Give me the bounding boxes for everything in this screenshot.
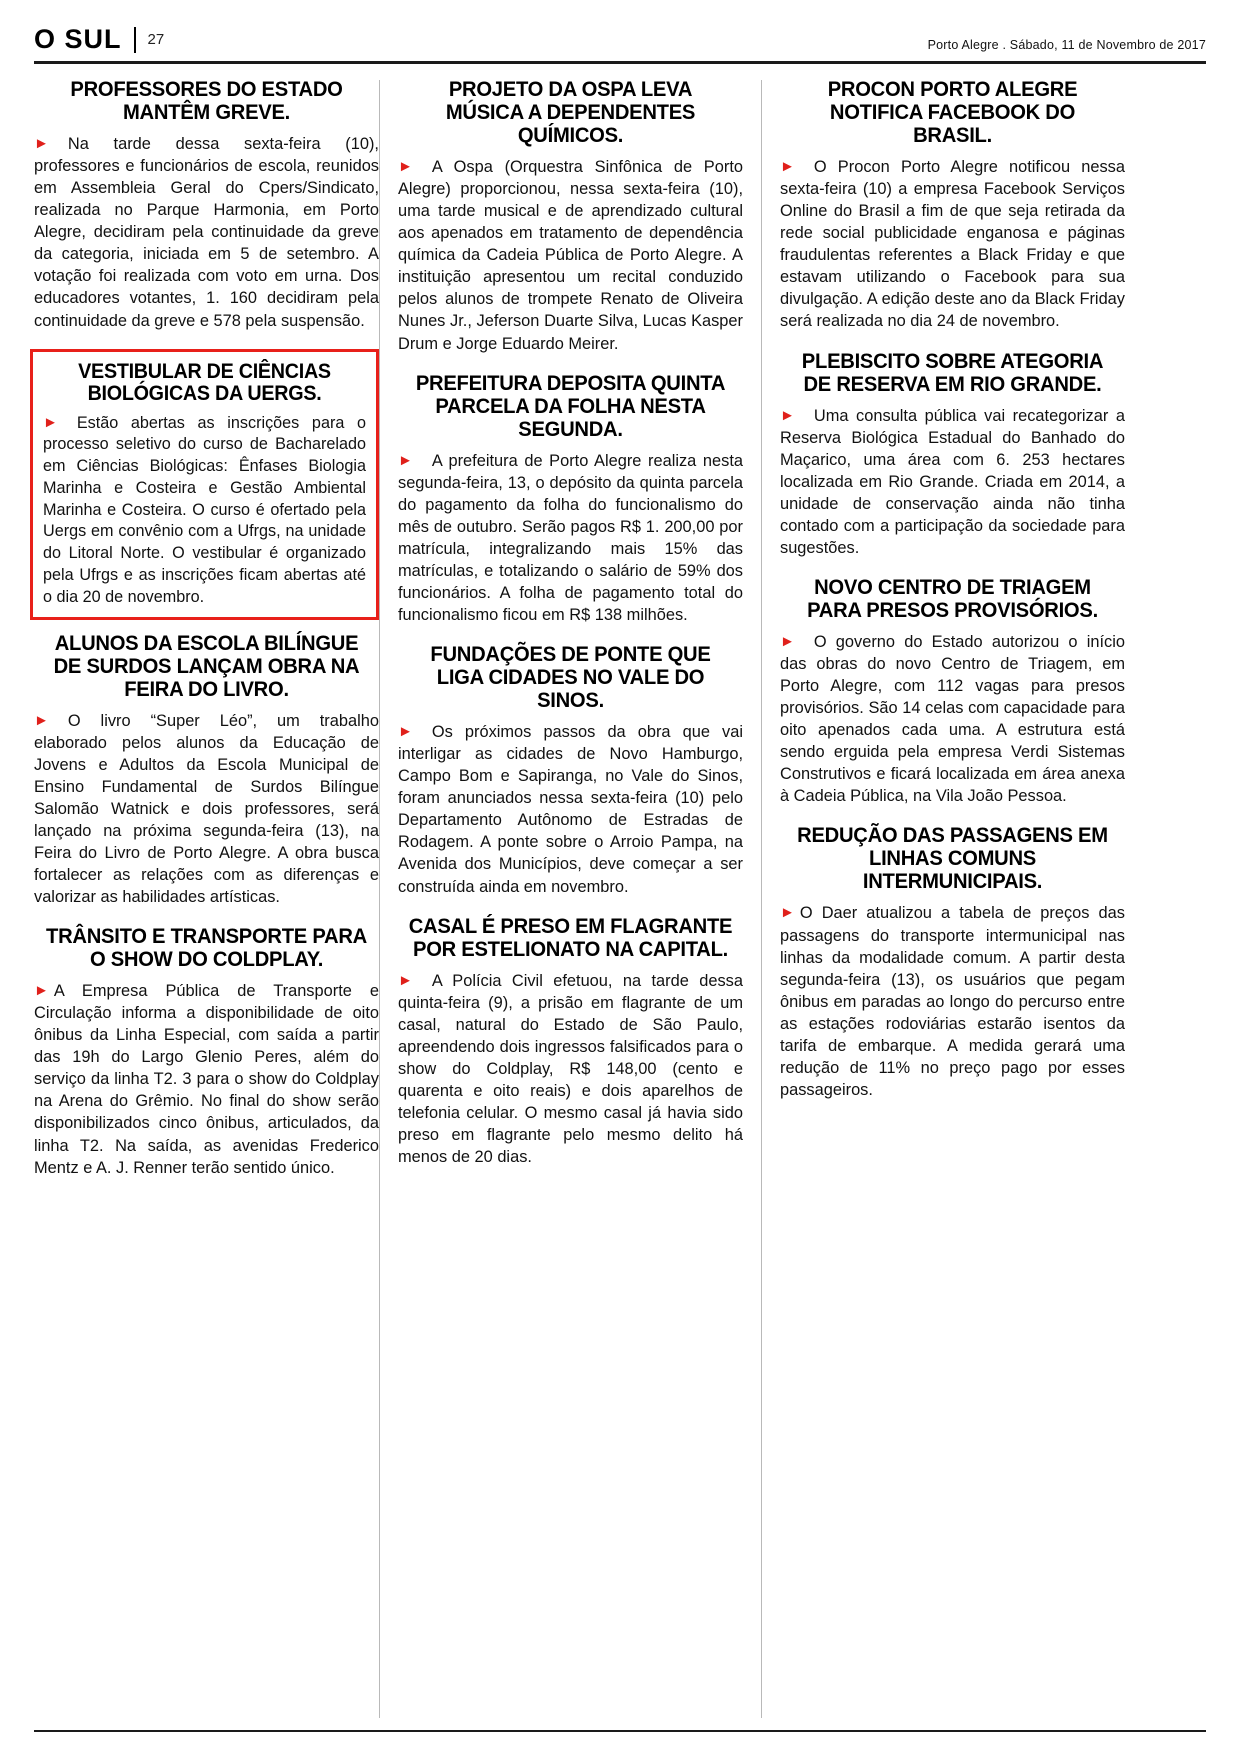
article-body [34,133,379,332]
article-headline: FUNDAÇÕES DE PONTE QUE LIGA CIDADES NO VALE DO SINOS. [430,642,711,713]
bullet-icon: ► [780,158,795,175]
article-text: O Daer atualizou a tabela de preços das passagens do transporte intermunicipal nas linhas da modalidade comum. A partir desta segunda-feira (13), os usuários que pegam ônibus em paradas ao longo do percurso entre as estações rodoviárias estarão isentos da tarifa de embarque. A medida gerará uma redução de 11% no preço pago por esses passageiros. [780,904,1125,1099]
article-headline: PREFEITURA DEPOSITA QUINTA PARCELA DA FOLHA NESTA SEGUNDA. [415,370,726,441]
article-headline: TRÂNSITO E TRANSPORTE PARA O SHOW DO COLDPLAY. [46,924,367,972]
article-text: Os próximos passos da obra que vai interligar as cidades de Novo Hamburgo, Campo Bom e Sapiranga, no Vale do Sinos, foram anunciados nessa sexta-feira (10) pelo Departamento Autônomo de Estradas de Rodagem. A ponte sobre o Arroio Pampa, na Avenida dos Municípios, deve começar a ser construída ainda em novembro. [398,723,743,896]
article-headline: PLEBISCITO SOBRE ATEGORIA DE RESERVA EM RIO GRANDE. [801,348,1104,396]
article-headline: REDUÇÃO DAS PASSAGENS EM LINHAS COMUNS INTERMUNICIPAIS. [797,823,1108,894]
bullet-icon: ► [780,406,795,424]
masthead-divider [134,27,136,53]
article-headline: CASAL É PRESO EM FLAGRANTE POR ESTELIONATO NA CAPITAL. [408,913,733,961]
bullet-icon: ► [398,971,413,989]
article [34,632,379,909]
bullet-icon: ► [398,723,413,741]
column-1 [34,78,379,1718]
article-body [780,631,1125,808]
page-number: 27 [147,31,165,48]
bullet-icon: ► [34,711,49,729]
bullet-icon: ► [43,413,58,431]
article-text: A Polícia Civil efetuou, na tarde dessa quinta-feira (9), a prisão em flagrante de um casal, natural do Estado de São Paulo, apreendendo dois ingressos falsificados para o show do Coldplay, R$ 148,00 (cento e quarenta e oito reais) e dois aparelhos de telefonia celular. O mesmo casal já havia sido preso em flagrante pelo mesmo delito há menos de 20 dias. [398,971,743,1167]
column-2 [380,78,761,1718]
article-body [398,721,743,898]
article-body [398,970,743,1169]
footer-rule [34,1730,1206,1732]
article-headline: ALUNOS DA ESCOLA BILÍNGUE DE SURDOS LANÇAM OBRA NA FEIRA DO LIVRO. [53,630,360,701]
highlighted-article [30,349,379,620]
article-text: Estão abertas as inscrições para o processo seletivo do curso de Bacharelado em Ciências Biológicas: Ênfases Biologia Marinha e Costeira e Gestão Ambiental Marinha e Costeira. O curso é ofertado pela Uergs em convênio com a Ufrgs, na unidade do Litoral Norte. O vestibular é organizado pela Ufrgs e as inscrições ficam abertas até o dia 20 de novembro. [43,413,366,606]
article-body [43,413,366,609]
bullet-icon: ► [34,982,49,1000]
article-body [34,710,379,909]
article-text: A Ospa (Orquestra Sinfônica de Porto Alegre) proporcionou, nessa sexta-feira (10), uma tarde musical e de aprendizado cultural aos apenados em tratamento de dependência química da Cadeia Pública de Porto Alegre. A instituição apresentou um recital conduzido pelos alunos de trompete Renato de Oliveira Nunes Jr., Jeferson Duarte Silva, Lucas Kasper Drum e Jorge Eduardo Meirer. [398,158,743,353]
article-text: Na tarde dessa sexta-feira (10), professores e funcionários de escola, reunidos em Assembleia Geral do Cpers/Sindicato, realizada no Parque Harmonia, em Porto Alegre, decidiram pela continuidade da greve da categoria, iniciada em 5 de setembro. A votação foi realizada com voto em urna. Dos educadores votantes, 1. 160 decidiram pela continuidade da greve e 578 pela suspensão. [34,135,379,330]
article-headline: NOVO CENTRO DE TRIAGEM PARA PRESOS PROVISÓRIOS. [807,574,1098,622]
bullet-icon: ► [398,451,413,469]
article [34,925,379,1179]
article [780,576,1125,808]
article [398,372,743,627]
article-headline: PROJETO DA OSPA LEVA MÚSICA A DEPENDENTES QUÍMICOS. [445,77,696,147]
bullet-icon: ► [398,158,413,175]
bullet-icon: ► [34,135,49,152]
article [34,78,379,332]
column-3 [762,78,1125,1718]
article-body [780,405,1125,559]
article [780,824,1125,1101]
bullet-icon: ► [780,632,795,650]
masthead-left [34,24,164,55]
article-body [780,902,1125,1101]
article [780,350,1125,559]
article-text: Uma consulta pública vai recategorizar a Reserva Biológica Estadual do Banhado do Maçarico, uma área com 6. 253 hectares localizada em Rio Grande. Criada em 2014, a unidade de conservação ainda não tinha contado com a participação da sociedade para sugestões. [780,406,1125,557]
article-headline: PROFESSORES DO ESTADO MANTÊM GREVE. [70,77,343,124]
article-text: O Procon Porto Alegre notificou nessa sexta-feira (10) a empresa Facebook Serviços Online do Brasil a fim de que seja retirada da rede social publicidade enganosa e páginas fraudulentas referentes a Black Friday e que estavam utilizando o Facebook para sua divulgação. A edição deste ano da Black Friday será realizada no dia 24 de novembro. [780,158,1125,331]
article [398,643,743,898]
article-headline: PROCON PORTO ALEGRE NOTIFICA FACEBOOK DO BRASIL. [827,77,1078,147]
article-body [398,450,743,627]
article-body [780,156,1125,333]
article-text: A Empresa Pública de Transporte e Circulação informa a disponibilidade de oito ônibus da Linha Especial, com saída a partir das 19h do Largo Glenio Peres, além do serviço da linha T2. 3 para o show do Coldplay na Arena do Grêmio. No final do show serão disponibilizados cinco ônibus, articulados, da linha T2. Na saída, as avenidas Frederico Mentz e A. J. Renner terão sentido único. [34,982,379,1177]
article-headline: VESTIBULAR DE CIÊNCIAS BIOLÓGICAS DA UERGS. [78,359,331,406]
masthead [34,24,1206,64]
article [398,915,743,1169]
bullet-icon: ► [780,904,795,922]
publication-logo: O SUL [34,24,122,54]
article-text: A prefeitura de Porto Alegre realiza nesta segunda-feira, 13, o depósito da quinta parcela do pagamento da folha do funcionalismo do mês de outubro. Serão pagos R$ 1. 200,00 por matrícula, integralizando mais 15% das matrículas, e totalizando o salário de 59% dos funcionários. A folha de pagamento total do funcionalismo ficou em R$ 138 milhões. [398,451,743,624]
article-body [34,980,379,1179]
dateline: Porto Alegre . Sábado, 11 de Novembro de 2017 [927,38,1206,52]
article-columns [34,78,1206,1718]
article-text: O livro “Super Léo”, um trabalho elaborado pelos alunos da Educação de Jovens e Adultos da Escola Municipal de Ensino Fundamental de Surdos Bilíngue Salomão Watnick e dois professores, será lançado na próxima segunda-feira (13), na Feira do Livro de Porto Alegre. A obra busca fortalecer as relações com as diferenças e valorizar as habilidades artísticas. [34,711,379,907]
article-body [398,156,743,355]
article-text: O governo do Estado autorizou o início das obras do novo Centro de Triagem, em Porto Alegre, com 112 vagas para presos provisórios. São 14 celas com capacidade para oito apenados cada uma. A estrutura está sendo erguida pela empresa Verdi Sistemas Construtivos e ficará localizada em área anexa à Cadeia Pública, na Vila João Pessoa. [780,632,1125,806]
article [398,78,743,355]
article [780,78,1125,333]
